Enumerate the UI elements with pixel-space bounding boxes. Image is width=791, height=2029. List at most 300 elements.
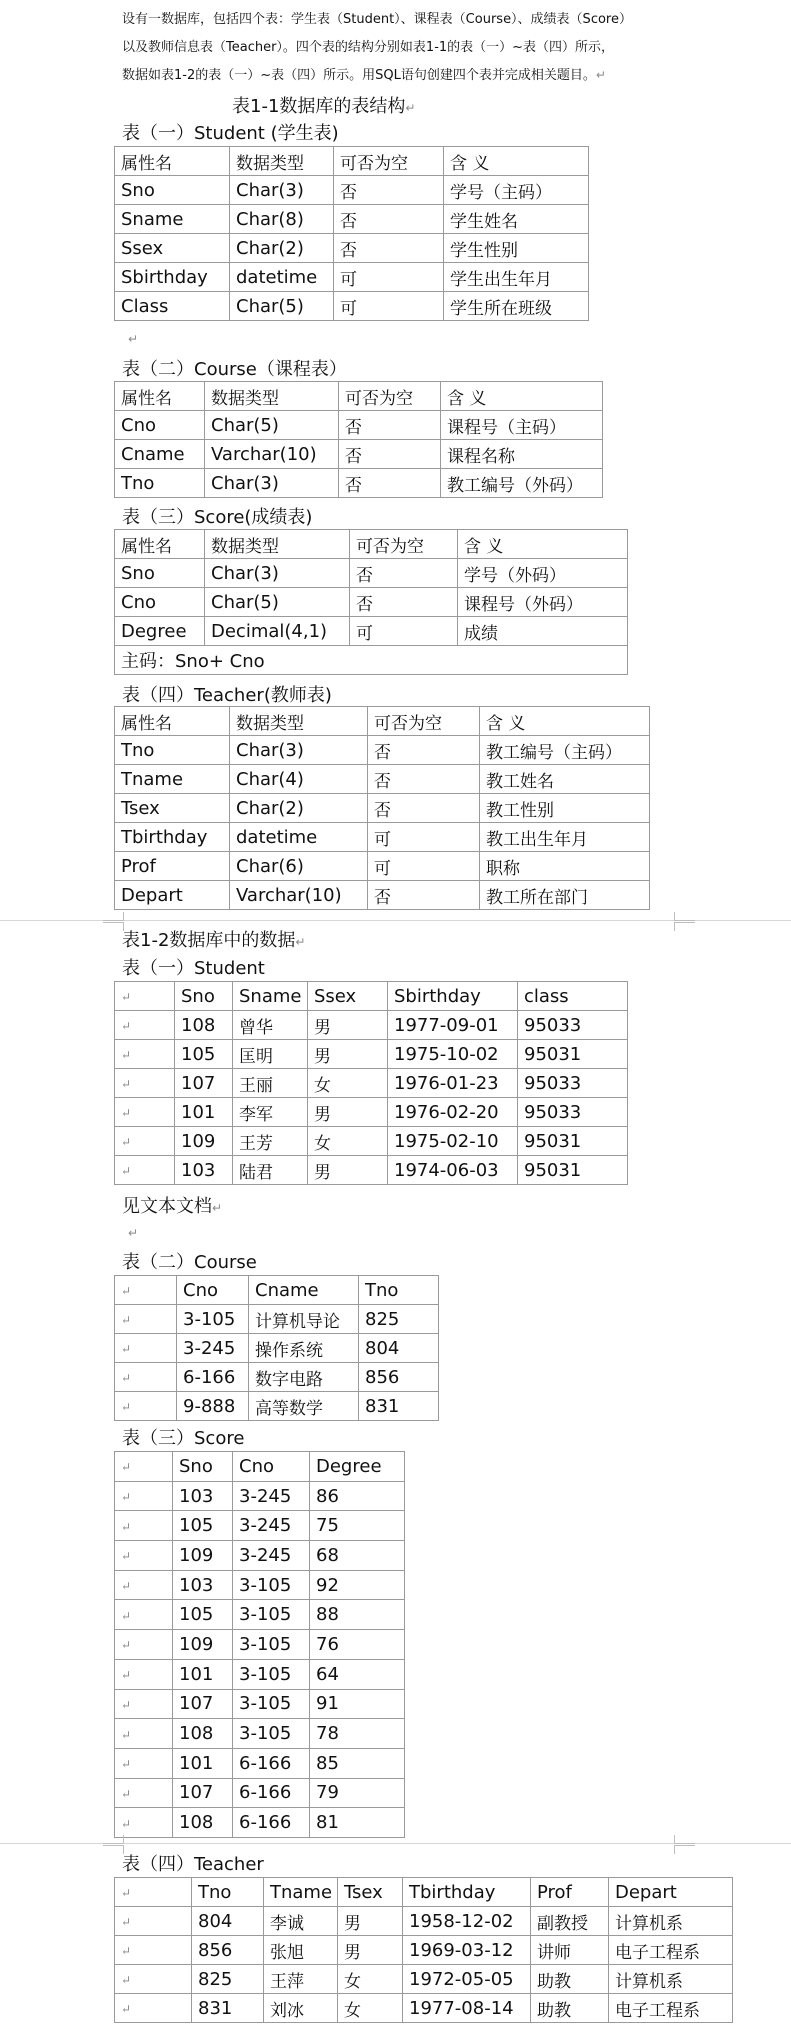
cell-mark: [115, 1363, 177, 1392]
cell-sbirthday: 1976-02-20: [388, 1098, 518, 1127]
cell-degree: 86: [310, 1481, 405, 1511]
cell-col: 否: [334, 176, 444, 205]
cell-mark: [115, 1040, 175, 1069]
cell-sno: 107: [173, 1689, 233, 1719]
table-header-row: [115, 147, 589, 176]
paragraph-mark: ↵: [121, 1106, 132, 1120]
cell-degree: 88: [310, 1600, 405, 1630]
cell-col: 否: [339, 411, 441, 440]
cell-col: 可: [368, 823, 480, 852]
paragraph-mark: ↵: [121, 1579, 132, 1594]
crop-mark: [674, 922, 695, 931]
cell-degree: 91: [310, 1689, 405, 1719]
cell-sno: 105: [173, 1511, 233, 1541]
cell-prof: 助教: [531, 1965, 609, 1994]
cell-sbirthday: 1976-01-23: [388, 1069, 518, 1098]
cell-mark: [115, 1541, 173, 1571]
cell-col: 教工编号（外码）: [441, 469, 603, 498]
cell-mark: [115, 1600, 173, 1630]
cell-sno: 103: [173, 1481, 233, 1511]
cell-col: Char(3): [205, 469, 339, 498]
cell-mark: [115, 1719, 173, 1749]
cell-sno: 101: [175, 1098, 233, 1127]
paragraph-mark: ↵: [121, 1400, 132, 1414]
cell-tname: 刘冰: [264, 1994, 338, 2023]
cell-cname: 数字电路: [249, 1363, 359, 1392]
table-row: [115, 1965, 733, 1994]
cell-sno: 101: [173, 1748, 233, 1778]
header-cell-col: 含 义: [444, 147, 589, 176]
cell-col: Tno: [115, 736, 230, 765]
table-row: [115, 234, 589, 263]
cell-col: 学生姓名: [444, 205, 589, 234]
cell-col: 否: [339, 440, 441, 469]
cell-tno: 856: [192, 1936, 264, 1965]
cell-col: 职称: [480, 852, 650, 881]
cell-sno: 108: [173, 1719, 233, 1749]
cell-col: 学生所在班级: [444, 292, 589, 321]
table-row: [115, 1994, 733, 2023]
cell-degree: 75: [310, 1511, 405, 1541]
header-cell-prof: Prof: [531, 1878, 609, 1907]
structure-table-student: [114, 146, 589, 321]
table-header-row: [115, 707, 650, 736]
table-row: [115, 1334, 439, 1363]
paragraph-mark: ↵: [121, 1284, 132, 1298]
header-cell-col: 属性名: [115, 147, 230, 176]
cell-mark: [115, 1659, 173, 1689]
cell-class: 95033: [518, 1098, 628, 1127]
structure-caption-teacher: 表（四）Teacher(教师表): [122, 685, 332, 706]
cell-col: Tbirthday: [115, 823, 230, 852]
cell-ssex: 男: [308, 1156, 388, 1185]
cell-sno: 107: [173, 1778, 233, 1808]
cell-col: 课程名称: [441, 440, 603, 469]
structure-caption-score: 表（三）Score(成绩表): [122, 507, 313, 528]
cell-mark: [115, 1511, 173, 1541]
cell-cno: 3-245: [177, 1334, 249, 1363]
primary-key-note: 主码：Sno+ Cno: [115, 646, 628, 675]
cell-col: Ssex: [115, 234, 230, 263]
cell-col: Char(3): [230, 176, 334, 205]
cell-cno: 6-166: [233, 1748, 310, 1778]
section-structure-title: 表1-1数据库的表结构↵: [232, 96, 416, 117]
paragraph-mark: ↵: [121, 1608, 132, 1623]
header-cell-col: 数据类型: [205, 382, 339, 411]
cell-sno: 108: [175, 1011, 233, 1040]
header-cell-mark: [115, 1276, 177, 1305]
cell-col: 教工所在部门: [480, 881, 650, 910]
cell-cno: 3-105: [233, 1659, 310, 1689]
table-row: [115, 852, 650, 881]
cell-col: 学号（外码）: [458, 559, 628, 588]
table-header-row: [115, 982, 628, 1011]
cell-ssex: 男: [308, 1098, 388, 1127]
paragraph-mark: ↵: [121, 1886, 132, 1900]
cell-col: 教工性别: [480, 794, 650, 823]
cell-col: 学生性别: [444, 234, 589, 263]
data-caption-student: 表（一）Student: [122, 958, 265, 979]
cell-col: Class: [115, 292, 230, 321]
paragraph-mark: ↵: [121, 1944, 132, 1958]
paragraph-mark: ↵: [121, 1786, 132, 1801]
cell-col: Tsex: [115, 794, 230, 823]
cell-mark: [115, 1630, 173, 1660]
table-row: [115, 1541, 405, 1571]
cell-col: 教工编号（主码）: [480, 736, 650, 765]
crop-mark: [103, 1835, 124, 1844]
intro-line-1: 设有一数据库，包括四个表：学生表（Student）、课程表（Course）、成绩表（Score）: [122, 12, 632, 27]
structure-table-score: [114, 529, 628, 675]
cell-col: 否: [350, 588, 458, 617]
table-row: [115, 1011, 628, 1040]
cell-sno: 103: [173, 1570, 233, 1600]
cell-sno: 108: [173, 1808, 233, 1838]
cell-col: Prof: [115, 852, 230, 881]
cell-col: Depart: [115, 881, 230, 910]
data-caption-course: 表（二）Course: [122, 1252, 257, 1273]
paragraph-mark: ↵: [121, 1048, 132, 1062]
paragraph-mark: ↵: [121, 1313, 132, 1327]
data-caption-teacher: 表（四）Teacher: [122, 1854, 264, 1875]
cell-col: Char(4): [230, 765, 368, 794]
cell-cno: 3-105: [233, 1719, 310, 1749]
table-row: [115, 1748, 405, 1778]
cell-mark: [115, 1808, 173, 1838]
cell-ssex: 女: [308, 1069, 388, 1098]
paragraph-mark: ↵: [121, 1164, 132, 1178]
header-cell-mark: [115, 1878, 192, 1907]
cell-col: 否: [339, 469, 441, 498]
header-cell-col: 含 义: [458, 530, 628, 559]
table-row: [115, 765, 650, 794]
cell-col: 否: [334, 234, 444, 263]
cell-degree: 79: [310, 1778, 405, 1808]
table-row: [115, 1098, 628, 1127]
table-header-row: [115, 1452, 405, 1482]
table-row: [115, 292, 589, 321]
cell-mark: [115, 1011, 175, 1040]
header-cell-class: class: [518, 982, 628, 1011]
cell-cno: 3-245: [233, 1511, 310, 1541]
data-table-teacher: [114, 1877, 733, 2023]
header-cell-col: 含 义: [441, 382, 603, 411]
cell-col: Char(3): [205, 559, 350, 588]
cell-col: 否: [334, 205, 444, 234]
crop-mark: [674, 912, 695, 921]
header-cell-col: 可否为空: [350, 530, 458, 559]
cell-col: 可: [334, 292, 444, 321]
data-caption-score: 表（三）Score: [122, 1428, 245, 1449]
header-cell-mark: [115, 982, 175, 1011]
cell-sbirthday: 1977-09-01: [388, 1011, 518, 1040]
cell-class: 95031: [518, 1156, 628, 1185]
structure-caption-student: 表（一）Student (学生表): [122, 123, 339, 144]
cell-mark: [115, 1127, 175, 1156]
cell-tname: 张旭: [264, 1936, 338, 1965]
cell-tsex: 女: [338, 1994, 403, 2023]
cell-degree: 85: [310, 1748, 405, 1778]
cell-col: 否: [350, 559, 458, 588]
table-row: [115, 1808, 405, 1838]
paragraph-mark: ↵: [121, 1973, 132, 1987]
cell-tsex: 女: [338, 1965, 403, 1994]
cell-degree: 68: [310, 1541, 405, 1571]
table-header-row: [115, 1276, 439, 1305]
table-row: [115, 823, 650, 852]
cell-sbirthday: 1974-06-03: [388, 1156, 518, 1185]
cell-col: Tname: [115, 765, 230, 794]
cell-mark: [115, 1936, 192, 1965]
cell-col: 否: [368, 765, 480, 794]
table-row: [115, 205, 589, 234]
cell-col: datetime: [230, 263, 334, 292]
data-table-course: [114, 1275, 439, 1421]
cell-mark: [115, 1069, 175, 1098]
cell-class: 95031: [518, 1127, 628, 1156]
cell-prof: 副教授: [531, 1907, 609, 1936]
paragraph-mark: ↵: [121, 2002, 132, 2016]
cell-mark: [115, 1098, 175, 1127]
table-footer-row: [115, 646, 628, 675]
cell-col: Char(5): [205, 588, 350, 617]
cell-tsex: 男: [338, 1936, 403, 1965]
table-row: [115, 1689, 405, 1719]
cell-mark: [115, 1156, 175, 1185]
cell-prof: 助教: [531, 1994, 609, 2023]
structure-table-course: [114, 381, 603, 498]
cell-cno: 3-105: [177, 1305, 249, 1334]
cell-sbirthday: 1975-02-10: [388, 1127, 518, 1156]
header-cell-ssex: Ssex: [308, 982, 388, 1011]
intro-line-2: 以及教师信息表（Teacher）。四个表的结构分别如表1-1的表（一）~表（四）所示，: [122, 40, 615, 55]
cell-tno: 831: [192, 1994, 264, 2023]
table-row: [115, 794, 650, 823]
paragraph-mark: ↵: [121, 1668, 132, 1683]
cell-col: Char(2): [230, 234, 334, 263]
cell-col: Decimal(4,1): [205, 617, 350, 646]
cell-col: Char(2): [230, 794, 368, 823]
header-cell-tno: Tno: [359, 1276, 439, 1305]
cell-sname: 李军: [233, 1098, 308, 1127]
cell-cno: 3-105: [233, 1630, 310, 1660]
table-row: [115, 1305, 439, 1334]
table-row: [115, 411, 603, 440]
paragraph-mark: ↵: [121, 1638, 132, 1653]
cell-sname: 曾华: [233, 1011, 308, 1040]
cell-tno: 825: [192, 1965, 264, 1994]
cell-tbirthday: 1977-08-14: [403, 1994, 531, 2023]
cell-depart: 电子工程系: [609, 1994, 733, 2023]
cell-col: Tno: [115, 469, 205, 498]
paragraph-mark: ↵: [128, 332, 139, 346]
paragraph-mark: ↵: [121, 1727, 132, 1742]
cell-ssex: 女: [308, 1127, 388, 1156]
cell-mark: [115, 1965, 192, 1994]
table-row: [115, 1127, 628, 1156]
cell-class: 95033: [518, 1069, 628, 1098]
cell-col: 学号（主码）: [444, 176, 589, 205]
cell-col: 可: [368, 852, 480, 881]
cell-col: 成绩: [458, 617, 628, 646]
header-cell-col: 属性名: [115, 707, 230, 736]
table-row: [115, 440, 603, 469]
cell-col: Sname: [115, 205, 230, 234]
cell-cno: 3-105: [233, 1689, 310, 1719]
cell-col: 课程号（主码）: [441, 411, 603, 440]
header-cell-col: 含 义: [480, 707, 650, 736]
table-row: [115, 1630, 405, 1660]
data-table-student: [114, 981, 628, 1185]
paragraph-mark: ↵: [121, 1342, 132, 1356]
cell-sno: 107: [175, 1069, 233, 1098]
cell-col: Char(5): [230, 292, 334, 321]
structure-caption-course: 表（二）Course（课程表）: [122, 359, 347, 380]
table-row: [115, 1600, 405, 1630]
cell-col: Sno: [115, 559, 205, 588]
cell-col: Cno: [115, 588, 205, 617]
cell-class: 95033: [518, 1011, 628, 1040]
cell-sname: 匡明: [233, 1040, 308, 1069]
table-row: [115, 1363, 439, 1392]
table-row: [115, 1936, 733, 1965]
table-header-row: [115, 530, 628, 559]
header-cell-tname: Tname: [264, 1878, 338, 1907]
cell-col: Varchar(10): [230, 881, 368, 910]
paragraph-mark: ↵: [121, 1697, 132, 1712]
table-row: [115, 881, 650, 910]
note-see-text-file: 见文本文档↵: [122, 1196, 223, 1217]
header-cell-cno: Cno: [233, 1452, 310, 1482]
header-cell-cno: Cno: [177, 1276, 249, 1305]
table-row: [115, 263, 589, 292]
cell-depart: 计算机系: [609, 1907, 733, 1936]
table-row: [115, 176, 589, 205]
cell-cno: 6-166: [233, 1778, 310, 1808]
cell-sname: 王丽: [233, 1069, 308, 1098]
cell-degree: 92: [310, 1570, 405, 1600]
header-cell-tsex: Tsex: [338, 1878, 403, 1907]
paragraph-mark: ↵: [121, 1490, 132, 1505]
header-cell-col: 数据类型: [230, 707, 368, 736]
cell-sno: 105: [173, 1600, 233, 1630]
header-cell-sname: Sname: [233, 982, 308, 1011]
table-row: [115, 1719, 405, 1749]
table-row: [115, 1392, 439, 1421]
paragraph-mark: ↵: [121, 990, 132, 1004]
cell-mark: [115, 1778, 173, 1808]
cell-col: Char(6): [230, 852, 368, 881]
cell-col: 教工姓名: [480, 765, 650, 794]
cell-tno: 825: [359, 1305, 439, 1334]
header-cell-col: 属性名: [115, 382, 205, 411]
cell-mark: [115, 1907, 192, 1936]
table-row: [115, 1907, 733, 1936]
cell-cno: 9-888: [177, 1392, 249, 1421]
cell-ssex: 男: [308, 1011, 388, 1040]
cell-col: Varchar(10): [205, 440, 339, 469]
cell-cname: 操作系统: [249, 1334, 359, 1363]
header-cell-sno: Sno: [173, 1452, 233, 1482]
cell-cname: 高等数学: [249, 1392, 359, 1421]
cell-col: datetime: [230, 823, 368, 852]
cell-tbirthday: 1958-12-02: [403, 1907, 531, 1936]
header-cell-mark: [115, 1452, 173, 1482]
cell-degree: 78: [310, 1719, 405, 1749]
cell-col: 学生出生年月: [444, 263, 589, 292]
cell-mark: [115, 1481, 173, 1511]
header-cell-col: 可否为空: [368, 707, 480, 736]
cell-cno: 3-105: [233, 1600, 310, 1630]
header-cell-sbirthday: Sbirthday: [388, 982, 518, 1011]
cell-cname: 计算机导论: [249, 1305, 359, 1334]
cell-mark: [115, 1570, 173, 1600]
cell-class: 95031: [518, 1040, 628, 1069]
intro-line-3: 数据如表1-2的表（一）~表（四）所示。用SQL语句创建四个表并完成相关题目。↵: [122, 68, 606, 83]
cell-ssex: 男: [308, 1040, 388, 1069]
header-cell-degree: Degree: [310, 1452, 405, 1482]
cell-prof: 讲师: [531, 1936, 609, 1965]
cell-col: Char(3): [230, 736, 368, 765]
table-row: [115, 1069, 628, 1098]
cell-mark: [115, 1305, 177, 1334]
table-row: [115, 588, 628, 617]
cell-degree: 81: [310, 1808, 405, 1838]
cell-col: 否: [368, 881, 480, 910]
table-row: [115, 1156, 628, 1185]
table-row: [115, 1481, 405, 1511]
cell-tno: 804: [192, 1907, 264, 1936]
cell-col: Char(8): [230, 205, 334, 234]
paragraph-mark: ↵: [121, 1019, 132, 1033]
paragraph-mark: ↵: [121, 1371, 132, 1385]
cell-col: 可: [334, 263, 444, 292]
header-cell-col: 数据类型: [205, 530, 350, 559]
cell-cno: 3-245: [233, 1541, 310, 1571]
cell-mark: [115, 1392, 177, 1421]
crop-mark: [103, 922, 124, 931]
table-row: [115, 469, 603, 498]
cell-col: Char(5): [205, 411, 339, 440]
cell-mark: [115, 1994, 192, 2023]
data-table-score: [114, 1451, 405, 1838]
paragraph-mark: ↵: [121, 1077, 132, 1091]
crop-mark: [103, 1845, 124, 1854]
paragraph-mark: ↵: [121, 1460, 132, 1475]
cell-tbirthday: 1972-05-05: [403, 1965, 531, 1994]
table-header-row: [115, 382, 603, 411]
cell-tbirthday: 1969-03-12: [403, 1936, 531, 1965]
cell-col: 课程号（外码）: [458, 588, 628, 617]
table-row: [115, 1040, 628, 1069]
header-cell-col: 可否为空: [339, 382, 441, 411]
paragraph-mark: ↵: [128, 1226, 139, 1240]
cell-col: Sno: [115, 176, 230, 205]
paragraph-mark: ↵: [121, 1549, 132, 1564]
table-header-row: [115, 1878, 733, 1907]
cell-col: 教工出生年月: [480, 823, 650, 852]
table-row: [115, 1511, 405, 1541]
cell-cno: 3-245: [233, 1481, 310, 1511]
cell-mark: [115, 1334, 177, 1363]
table-row: [115, 1778, 405, 1808]
crop-mark: [674, 1835, 695, 1844]
paragraph-mark: ↵: [121, 1757, 132, 1772]
header-cell-cname: Cname: [249, 1276, 359, 1305]
cell-tno: 856: [359, 1363, 439, 1392]
cell-sno: 109: [175, 1127, 233, 1156]
cell-degree: 76: [310, 1630, 405, 1660]
